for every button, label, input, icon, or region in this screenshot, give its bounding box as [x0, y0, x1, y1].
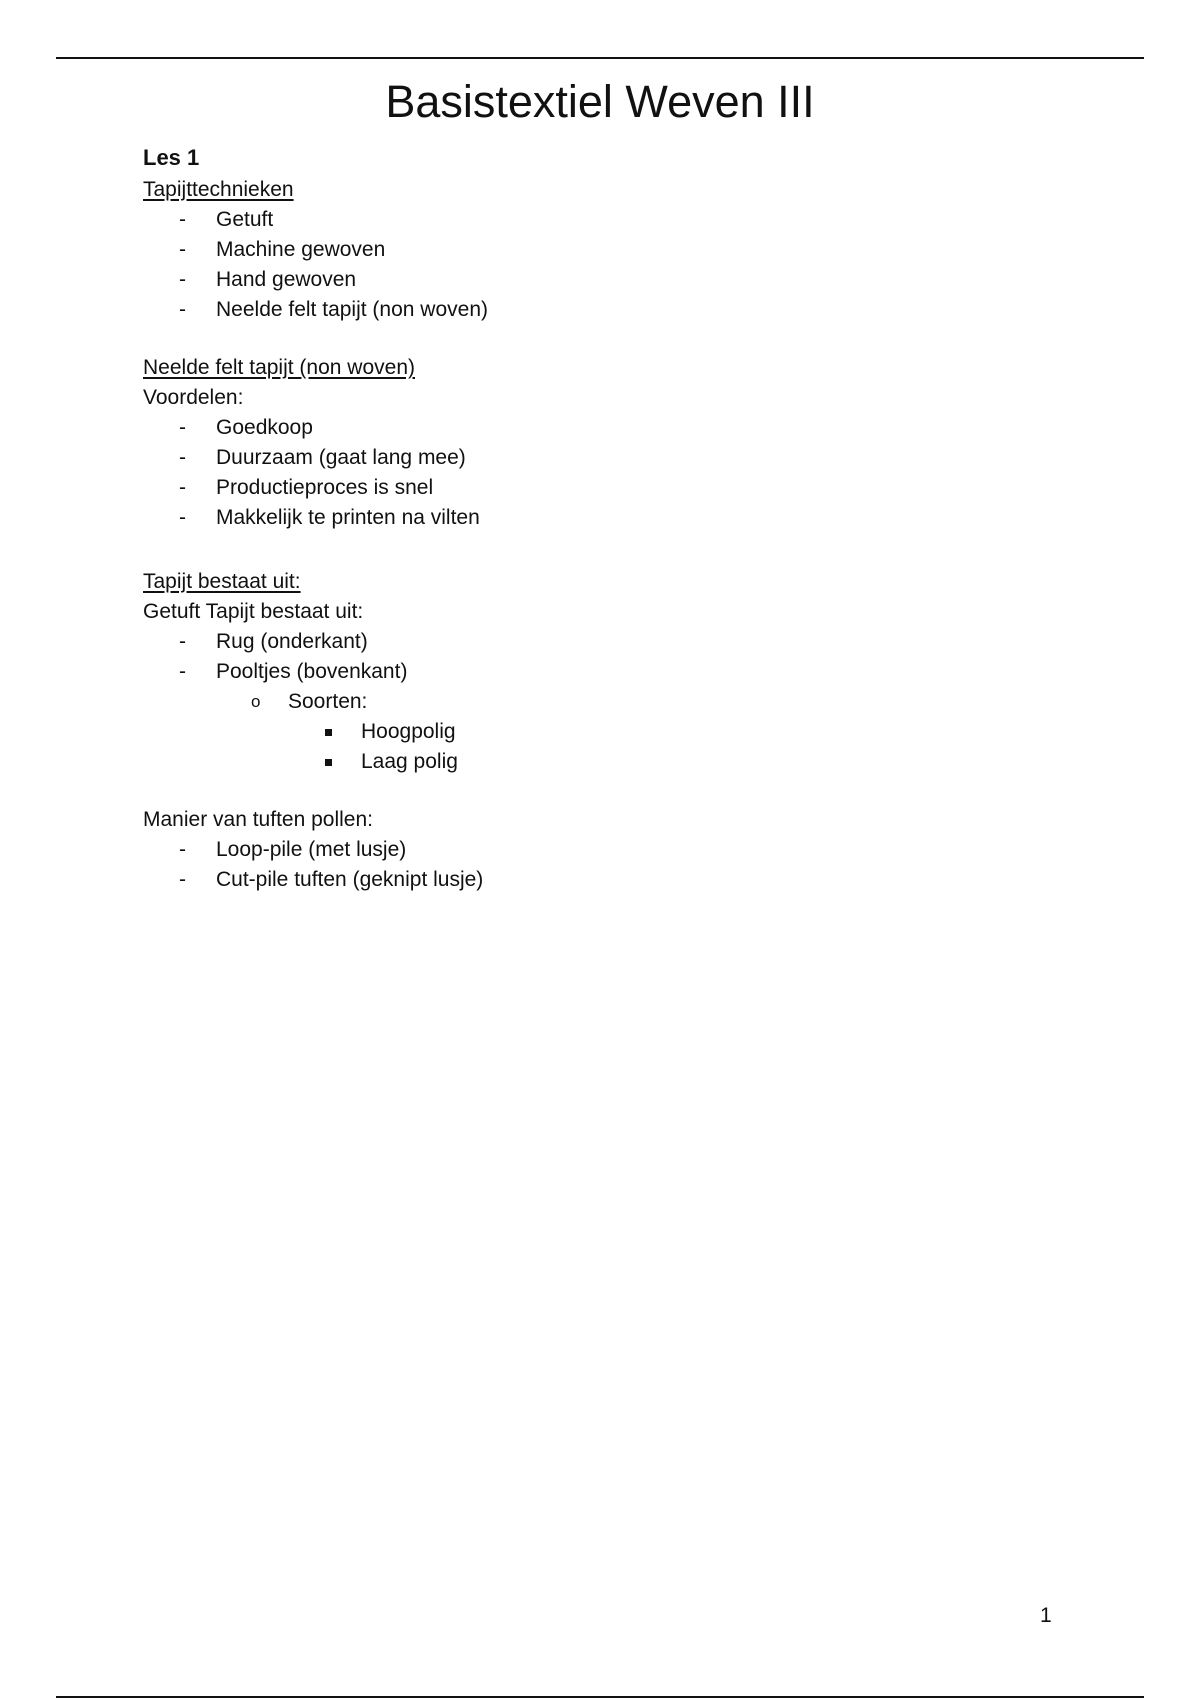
document-title: Basistextiel Weven III	[385, 76, 815, 127]
composition-intro: Getuft Tapijt bestaat uit:	[143, 600, 364, 623]
composition-sublist	[143, 687, 1043, 717]
lesson-heading: Les 1	[143, 145, 200, 170]
list-item: o Soorten:	[143, 687, 1043, 717]
footer-rule	[56, 1696, 1144, 1698]
pile-types-list	[143, 717, 1043, 777]
dash-bullet: -	[179, 660, 186, 683]
list-item: - Hand gewoven	[143, 265, 1043, 295]
section-heading-techniques: Tapijttechnieken	[143, 178, 294, 201]
dash-bullet: -	[179, 838, 186, 861]
dash-bullet: -	[179, 416, 186, 439]
dash-bullet: -	[179, 446, 186, 469]
dash-bullet: -	[179, 268, 186, 291]
composition-list	[143, 627, 1043, 687]
section-heading-composition: Tapijt bestaat uit:	[143, 570, 301, 593]
list-item: - Pooltjes (bovenkant)	[143, 657, 1043, 687]
list-item: - Loop-pile (met lusje)	[143, 835, 1043, 865]
dash-bullet: -	[179, 630, 186, 653]
dash-bullet: -	[179, 476, 186, 499]
page-number: 1	[1040, 1604, 1052, 1627]
dash-bullet: -	[179, 298, 186, 321]
list-item: - Getuft	[143, 205, 1043, 235]
header-rule	[56, 57, 1144, 59]
circle-bullet: o	[251, 692, 261, 711]
advantages-list	[143, 413, 1043, 533]
list-item: - Duurzaam (gaat lang mee)	[143, 443, 1043, 473]
tufting-intro: Manier van tuften pollen:	[143, 808, 373, 831]
dash-bullet: -	[179, 238, 186, 261]
square-bullet	[325, 729, 332, 736]
dash-bullet: -	[179, 506, 186, 529]
dash-bullet: -	[179, 208, 186, 231]
tufting-list	[143, 835, 1043, 895]
advantages-label: Voordelen:	[143, 386, 244, 409]
square-bullet	[325, 759, 332, 766]
section-heading-needle-felt: Neelde felt tapijt (non woven)	[143, 356, 415, 379]
list-item: Laag polig	[143, 747, 1043, 777]
list-item: - Machine gewoven	[143, 235, 1043, 265]
list-item: Hoogpolig	[143, 717, 1043, 747]
list-item: - Goedkoop	[143, 413, 1043, 443]
list-item: - Neelde felt tapijt (non woven)	[143, 295, 1043, 325]
techniques-list	[143, 205, 1043, 325]
dash-bullet: -	[179, 868, 186, 891]
list-item: - Rug (onderkant)	[143, 627, 1043, 657]
list-item: - Makkelijk te printen na vilten	[143, 503, 1043, 533]
list-item: - Productieproces is snel	[143, 473, 1043, 503]
list-item: - Cut-pile tuften (geknipt lusje)	[143, 865, 1043, 895]
document-body	[143, 143, 1043, 895]
